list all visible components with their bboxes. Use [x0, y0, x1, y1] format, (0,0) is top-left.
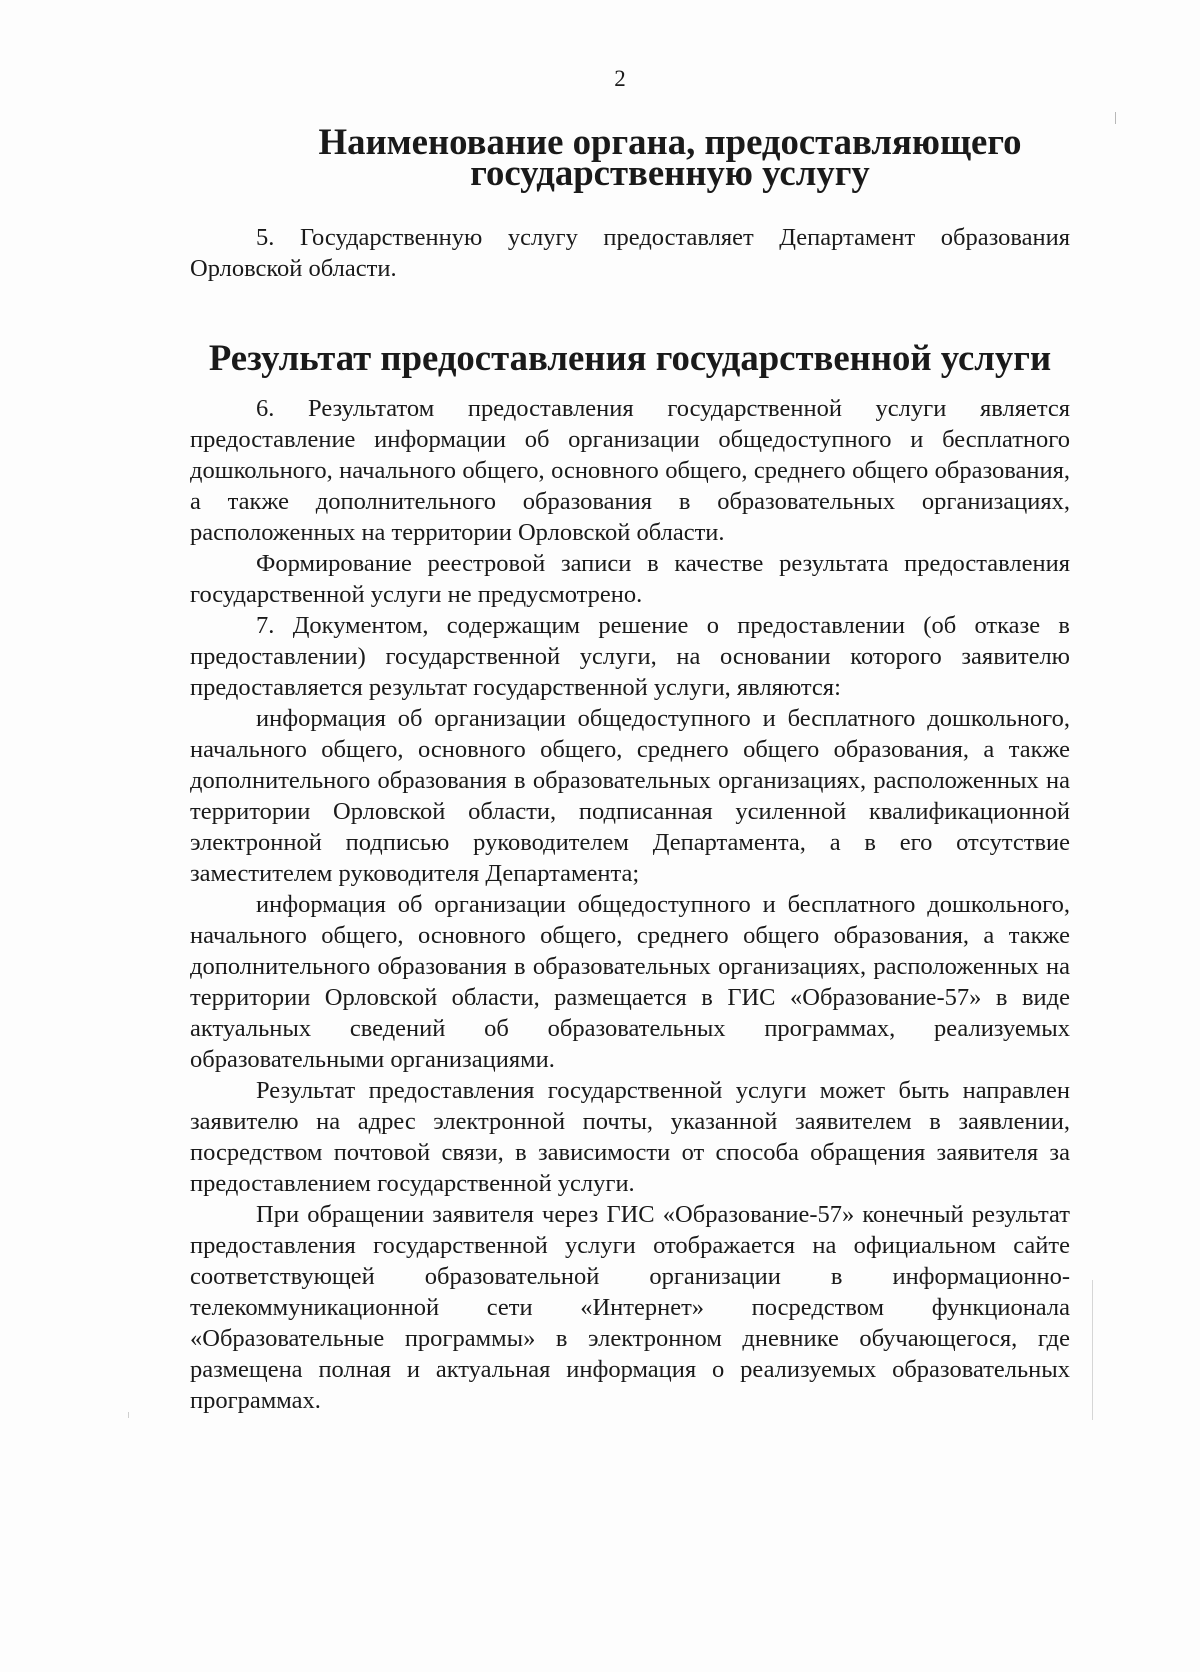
paragraph-info-signed: информация об организации общедоступного и бесплатного дошкольного, начального общего, основного общего, среднего общего образования, а также дополнительного образования в образовательных организациях, расположенных на территории Орловской области, подписанная усиленной квалификационной электронной подписью руководителем Департамента, а в его отсутствие заместителем руководителя Департамента;	[190, 705, 1070, 887]
scan-edge-mark	[1115, 112, 1116, 124]
paragraph-registry-record: Формирование реестровой записи в качестве результата предоставления государственной услуги не предусмотрено.	[190, 550, 1070, 608]
paragraph-7: 7. Документом, содержащим решение о предоставлении (об отказе в предоставлении) государственной услуги, на основании которого заявителю предоставляется результат государственной услуги, являются:	[190, 612, 1070, 701]
section-heading-authority: Наименование органа, предоставляющего государственную услугу	[318, 121, 1022, 193]
scan-edge-mark	[1092, 1280, 1093, 1420]
section-heading-result: Результат предоставления государственной услуги	[208, 337, 1052, 378]
paragraph-result-delivery: Результат предоставления государственной услуги может быть направлен заявителю на адрес электронной почты, указанной заявителем в заявлении, посредством почтовой связи, в зависимости от способа обращения заявителя за предоставлением государственной услуги.	[190, 1077, 1070, 1197]
paragraph-5: 5. Государственную услугу предоставляет Департамент образования Орловской области.	[190, 224, 1070, 282]
document-body	[190, 121, 1070, 1416]
paragraph-gis-appeal: При обращении заявителя через ГИС «Образование-57» конечный результат предоставления государственной услуги отображается на официальном сайте соответствующей образовательной организации в информационно-телекоммуникационной сети «Интернет» посредством функционала «Образовательные программы» в электронном дневнике обучающегося, где размещена полная и актуальная информация о реализуемых образовательных программах.	[190, 1201, 1070, 1414]
paragraph-info-gis: информация об организации общедоступного и бесплатного дошкольного, начального общего, основного общего, среднего общего образования, а также дополнительного образования в образовательных организациях, расположенных на территории Орловской области, размещается в ГИС «Образование-57» в виде актуальных сведений об образовательных программах, реализуемых образовательными организациями.	[190, 891, 1070, 1073]
paragraph-6: 6. Результатом предоставления государственной услуги является предоставление информации об организации общедоступного и бесплатного дошкольного, начального общего, основного общего, среднего общего образования, а также дополнительного образования в образовательных организациях, расположенных на территории Орловской области.	[190, 395, 1070, 546]
scan-edge-mark	[128, 1412, 129, 1418]
page-number: 2	[614, 66, 626, 91]
